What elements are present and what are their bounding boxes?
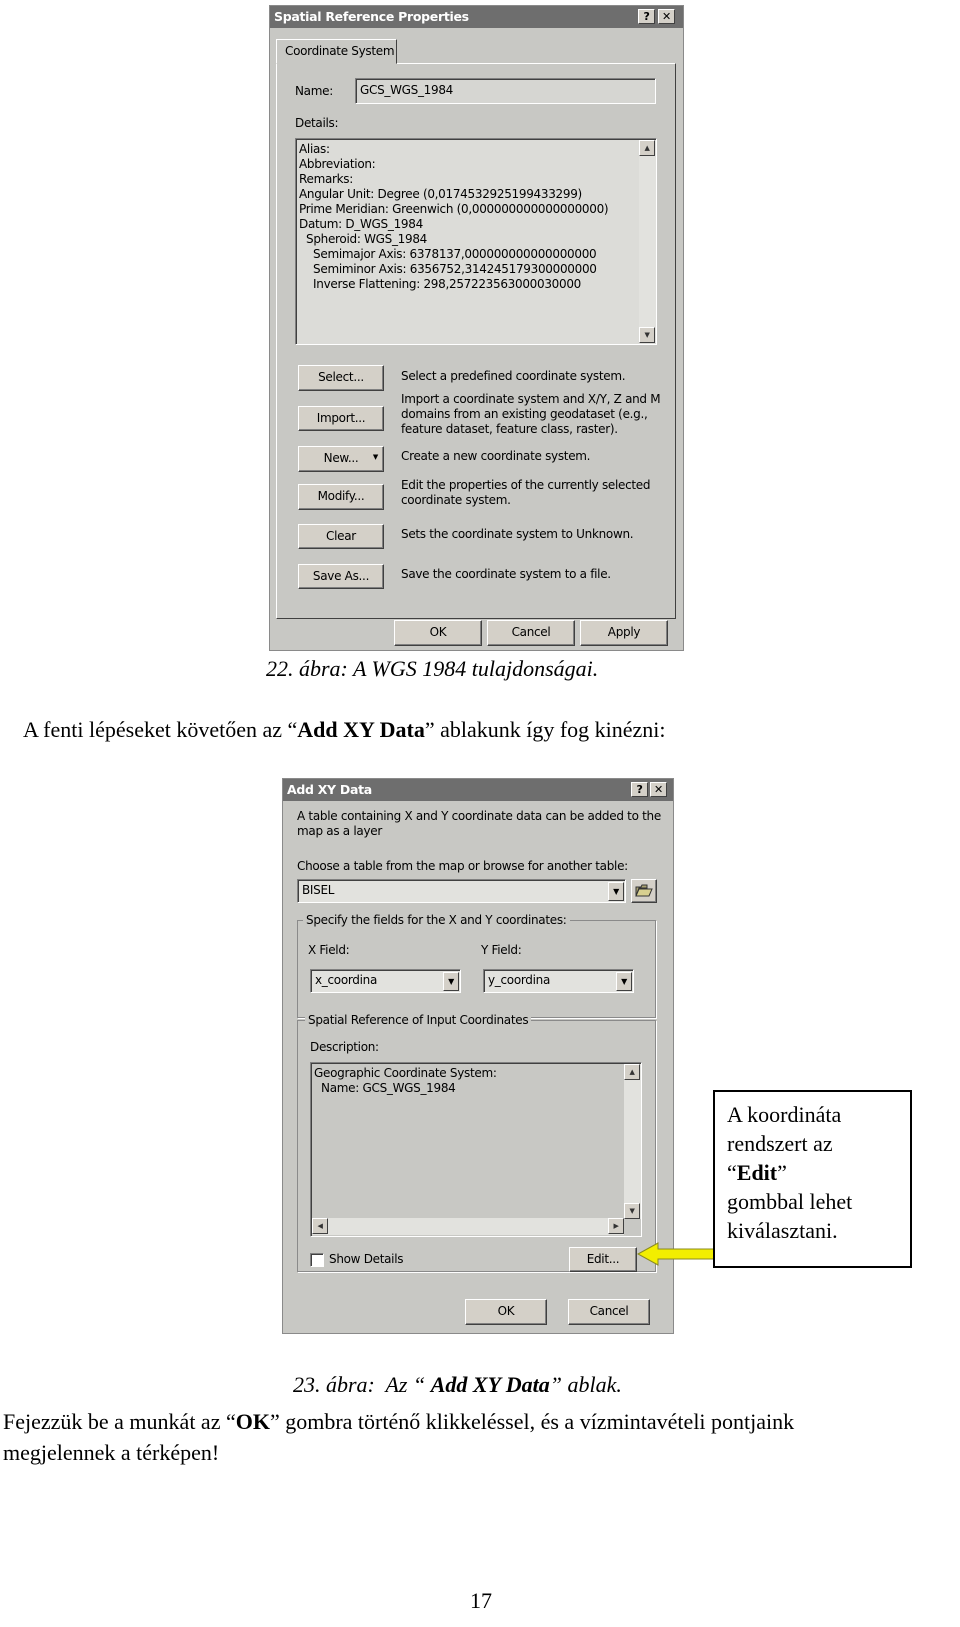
scroll-up-arrow-icon[interactable]: ▲ bbox=[639, 140, 655, 156]
paragraph-intro bbox=[23, 717, 666, 743]
clear-description: Sets the coordinate system to Unknown. bbox=[401, 527, 634, 541]
scroll-right-arrow-icon[interactable]: ▶ bbox=[608, 1218, 624, 1234]
callout-box bbox=[713, 1090, 912, 1268]
description-label: Description: bbox=[310, 1040, 379, 1054]
add-xy-data-dialog bbox=[282, 778, 674, 1334]
spatial-reference-dialog bbox=[269, 5, 684, 651]
y-field-select[interactable] bbox=[483, 969, 634, 993]
import-desc-line: Import a coordinate system and X/Y, Z and M bbox=[401, 392, 661, 406]
table-select[interactable] bbox=[297, 879, 626, 903]
modify-description bbox=[401, 478, 650, 508]
x-field-select[interactable] bbox=[310, 969, 461, 993]
details-line: Alias: bbox=[299, 142, 330, 156]
paragraph-line: megjelennek a térképen! bbox=[3, 1440, 220, 1465]
save-as-button-label: Save As... bbox=[312, 569, 370, 583]
name-label: Name: bbox=[295, 84, 333, 98]
new-button-label: New... bbox=[323, 451, 359, 465]
description-text bbox=[314, 1066, 497, 1096]
modify-button-label: Modify... bbox=[317, 489, 365, 503]
description-line: Name: GCS_WGS_1984 bbox=[314, 1081, 456, 1095]
x-dropdown-arrow-icon[interactable]: ▼ bbox=[443, 972, 459, 991]
description-v-scrollbar[interactable] bbox=[624, 1064, 641, 1219]
intro-line: map as a layer bbox=[297, 824, 382, 838]
cancel-label: Cancel bbox=[511, 625, 551, 639]
show-details-checkbox[interactable] bbox=[310, 1253, 324, 1267]
caption-text: 23. ábra: Az “ bbox=[293, 1372, 431, 1397]
titlebar bbox=[283, 779, 673, 801]
details-line: Angular Unit: Degree (0,0174532925199433299) bbox=[299, 187, 582, 201]
import-desc-line: domains from an existing geodataset (e.g., bbox=[401, 407, 648, 421]
select-description: Select a predefined coordinate system. bbox=[401, 369, 626, 383]
details-line: Abbreviation: bbox=[299, 157, 376, 171]
para-bold: OK bbox=[235, 1409, 270, 1434]
new-button[interactable] bbox=[298, 446, 384, 472]
ok-label: OK bbox=[497, 1304, 515, 1318]
scroll-up-arrow-icon[interactable]: ▲ bbox=[624, 1064, 640, 1080]
new-description: Create a new coordinate system. bbox=[401, 449, 591, 463]
page-number: 17 bbox=[470, 1588, 492, 1613]
scroll-down-arrow-icon[interactable]: ▼ bbox=[624, 1203, 640, 1219]
caption-text: ” ablak. bbox=[549, 1372, 622, 1397]
ok-button[interactable] bbox=[394, 620, 482, 646]
close-button[interactable]: ✕ bbox=[658, 9, 675, 24]
details-line: Prime Meridian: Greenwich (0,000000000000000000) bbox=[299, 202, 609, 216]
modify-desc-line: coordinate system. bbox=[401, 493, 511, 507]
para-text: ” gombra történő klikkeléssel, és a vízmintavételi pontjaink bbox=[269, 1409, 795, 1434]
clear-button-label: Clear bbox=[326, 529, 356, 543]
table-select-value: BISEL bbox=[302, 883, 335, 897]
edit-label: Edit... bbox=[586, 1252, 620, 1266]
ok-button[interactable] bbox=[465, 1299, 547, 1325]
description-line: Geographic Coordinate System: bbox=[314, 1066, 497, 1080]
save-as-description: Save the coordinate system to a file. bbox=[401, 567, 611, 581]
scroll-left-arrow-icon[interactable]: ◀ bbox=[312, 1218, 328, 1234]
help-button[interactable]: ? bbox=[631, 782, 648, 797]
callout-quote: ” bbox=[777, 1160, 787, 1185]
scroll-down-arrow-icon[interactable]: ▼ bbox=[639, 327, 655, 343]
callout-line: kiválasztani. bbox=[727, 1218, 838, 1243]
name-field[interactable]: GCS_WGS_1984 bbox=[355, 78, 656, 104]
clear-button[interactable] bbox=[298, 524, 384, 549]
details-line: Semimajor Axis: 6378137,000000000000000000 bbox=[299, 247, 597, 261]
details-line: Datum: D_WGS_1984 bbox=[299, 217, 423, 231]
table-dropdown-arrow-icon[interactable]: ▼ bbox=[608, 882, 624, 901]
fields-group-label: Specify the fields for the X and Y coordinates: bbox=[303, 913, 570, 927]
close-button[interactable]: ✕ bbox=[650, 782, 667, 797]
save-as-button[interactable] bbox=[298, 564, 384, 589]
apply-label: Apply bbox=[607, 625, 641, 639]
spatial-reference-group-label: Spatial Reference of Input Coordinates bbox=[305, 1013, 531, 1027]
titlebar bbox=[270, 6, 683, 28]
dialog-title: Spatial Reference Properties bbox=[274, 9, 469, 24]
details-line: Semiminor Axis: 6356752,314245179300000000 bbox=[299, 262, 597, 276]
para-text: Fejezzük be a munkát az “ bbox=[3, 1409, 236, 1434]
intro-text bbox=[297, 809, 661, 839]
dialog-title: Add XY Data bbox=[287, 782, 372, 797]
para-bold: Add XY Data bbox=[297, 717, 425, 742]
import-desc-line: feature dataset, feature class, raster). bbox=[401, 422, 618, 436]
callout-quote: “ bbox=[727, 1160, 737, 1185]
modify-desc-line: Edit the properties of the currently selected bbox=[401, 478, 651, 492]
y-field-value: y_coordina bbox=[488, 973, 551, 987]
cancel-button[interactable] bbox=[487, 620, 575, 646]
select-button[interactable] bbox=[298, 365, 384, 391]
modify-button[interactable] bbox=[298, 484, 384, 510]
x-field-value: x_coordina bbox=[315, 973, 378, 987]
description-box bbox=[310, 1062, 642, 1237]
import-button-label: Import... bbox=[316, 411, 366, 425]
intro-line: A table containing X and Y coordinate data can be added to the bbox=[297, 809, 661, 823]
show-details-label: Show Details bbox=[329, 1252, 404, 1266]
apply-button[interactable] bbox=[580, 620, 668, 646]
cancel-button[interactable] bbox=[568, 1299, 650, 1325]
open-folder-icon bbox=[635, 883, 653, 899]
details-line: Remarks: bbox=[299, 172, 354, 186]
tab-label: Coordinate System bbox=[285, 44, 395, 58]
para-text: A fenti lépéseket követően az “ bbox=[23, 717, 298, 742]
callout-line bbox=[727, 1158, 898, 1187]
details-line: Inverse Flattening: 298,257223563000030000 bbox=[299, 277, 582, 291]
import-description bbox=[401, 392, 660, 437]
callout-arrow-icon bbox=[636, 1240, 716, 1268]
browse-folder-button[interactable] bbox=[631, 879, 657, 903]
tab-coordinate-system[interactable] bbox=[276, 39, 397, 64]
para-text: ” ablakunk így fog kinézni: bbox=[424, 717, 666, 742]
paragraph-line bbox=[3, 1406, 794, 1437]
cancel-label: Cancel bbox=[589, 1304, 629, 1318]
dropdown-arrow-icon: ▼ bbox=[372, 453, 378, 461]
description-h-scrollbar[interactable] bbox=[312, 1218, 624, 1235]
details-scrollbar[interactable] bbox=[639, 140, 656, 343]
paragraph-closing bbox=[3, 1406, 794, 1468]
edit-button[interactable] bbox=[569, 1247, 637, 1272]
select-button-label: Select... bbox=[318, 370, 364, 384]
details-text bbox=[299, 142, 608, 292]
callout-line: rendszert az bbox=[727, 1131, 833, 1156]
help-button[interactable]: ? bbox=[638, 9, 655, 24]
y-dropdown-arrow-icon[interactable]: ▼ bbox=[616, 972, 632, 991]
callout-line: gombbal lehet bbox=[727, 1189, 853, 1214]
caption-bold: Add XY Data bbox=[430, 1372, 550, 1397]
callout-bold: Edit bbox=[736, 1160, 778, 1185]
figure-caption-22: 22. ábra: A WGS 1984 tulajdonságai. bbox=[266, 656, 599, 681]
details-label: Details: bbox=[295, 116, 339, 130]
import-button[interactable] bbox=[298, 406, 384, 431]
y-field-label: Y Field: bbox=[481, 943, 522, 957]
callout-line: A koordináta bbox=[727, 1102, 842, 1127]
ok-label: OK bbox=[429, 625, 447, 639]
choose-table-label: Choose a table from the map or browse for another table: bbox=[297, 859, 628, 873]
figure-caption-23 bbox=[282, 1346, 622, 1398]
x-field-label: X Field: bbox=[308, 943, 350, 957]
details-box bbox=[295, 138, 657, 345]
details-line: Spheroid: WGS_1984 bbox=[299, 232, 427, 246]
